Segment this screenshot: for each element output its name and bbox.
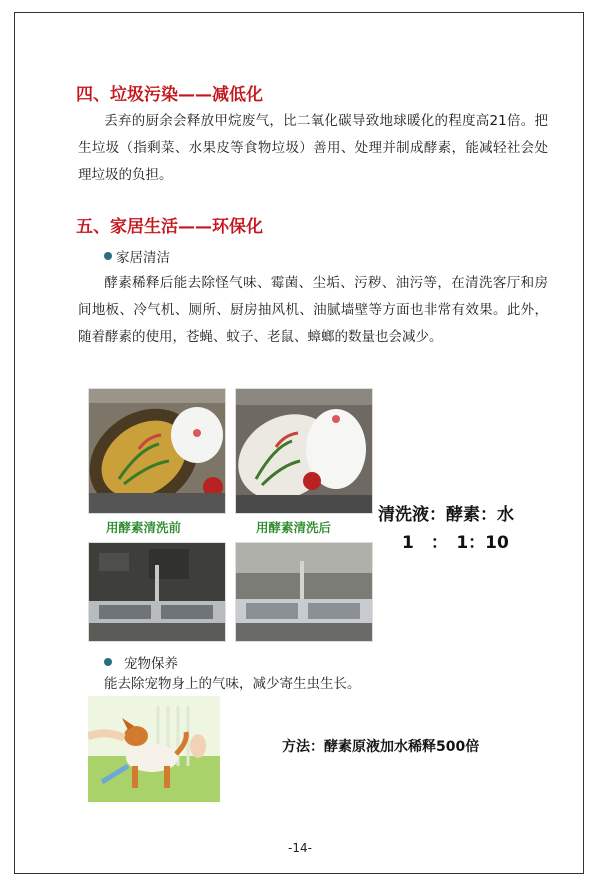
bullet-dot-icon [104,658,112,666]
photo-before-cleaning [88,388,226,514]
photo-after-cleaning [235,388,373,514]
section-4-heading: 四、垃圾污染——减低化 [76,85,263,105]
caption-before: 用酵素清洗前 [106,520,182,535]
section-4-text: 丢弃的厨余会释放甲烷废气，比二氧化碳导致地球暖化的程度高21倍。把生垃圾（指剩菜、水果皮等食物垃圾）善用、处理并制成酵素，能减轻社会处理垃圾的负担。 [78,113,548,183]
section-5-paragraph [78,270,548,351]
bullet-home-cleaning-label: 家居清洁 [116,250,170,266]
bullet-dot-icon [104,252,112,260]
section-5-heading: 五、家居生活——环保化 [76,217,263,237]
pet-description: 能去除宠物身上的气味，减少寄生虫生长。 [104,676,361,692]
ratio-values: 1 ： 1：10 [402,533,509,553]
photo-sink-before [88,542,226,642]
method-text: 方法：酵素原液加水稀释500倍 [282,739,480,755]
section-4-paragraph [78,108,548,189]
section-5-text: 酵素稀释后能去除怪气味、霉菌、尘垢、污秽、油污等，在清洗客厅和房间地板、冷气机、厕所、厨房抽风机、油腻墙壁等方面也非常有效果。此外，随着酵素的使用，苍蝇、蚊子、老鼠、蟑螂的数量也会减少。 [78,275,548,345]
bullet-pet-care-label: 宠物保养 [124,656,178,672]
bullet-pet-care [104,652,178,672]
page-number: -14- [288,841,312,855]
bullet-home-cleaning [104,246,170,266]
photo-sink-after [235,542,373,642]
dog-illustration [88,696,220,802]
ratio-label: 清洗液：酵素：水 [378,505,514,525]
caption-after: 用酵素清洗后 [256,520,332,535]
